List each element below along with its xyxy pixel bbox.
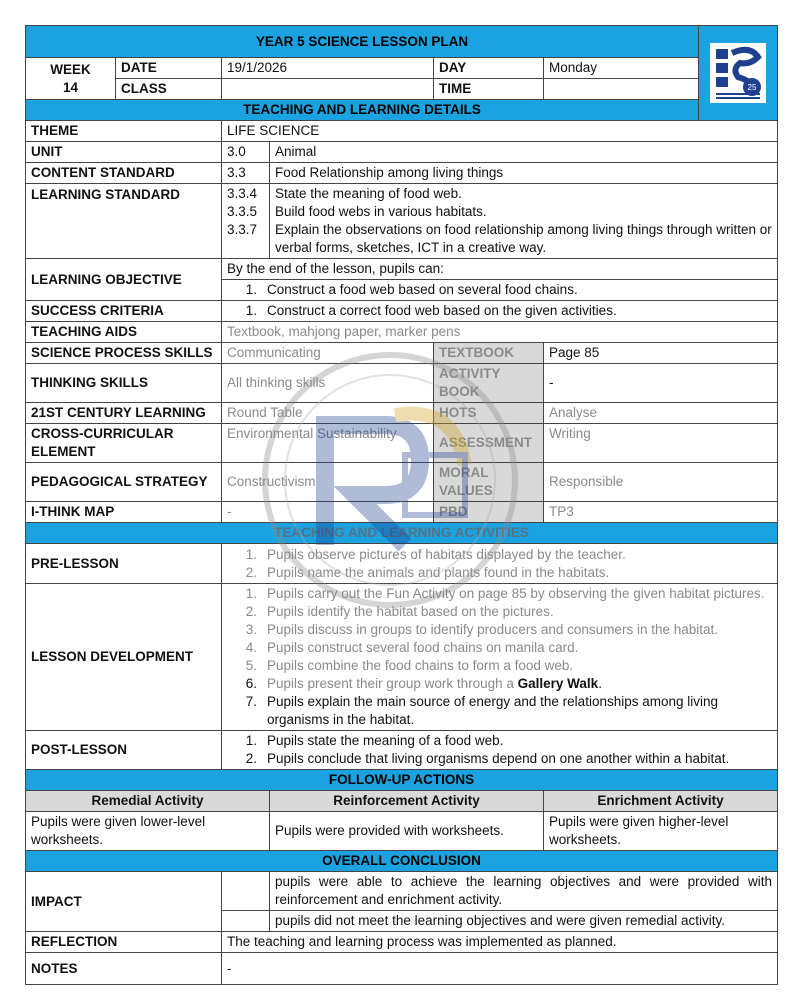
ithink-label: I-THINK MAP [26,502,222,523]
remedial-value: Pupils were given lower-level worksheets. [26,812,270,851]
lesson-plan-table [25,25,778,985]
unit-label: UNIT [26,142,222,163]
week-cell [26,58,116,100]
page-title: YEAR 5 SCIENCE LESSON PLAN [26,26,699,58]
week-value: 14 [62,79,79,95]
school-logo-icon [710,43,766,103]
logo-cell [699,26,778,121]
post-lesson-label: POST-LESSON [26,731,222,770]
teaching-aids-value: Textbook, mahjong paper, marker pens [222,322,778,343]
list-item: 6. Pupils present their group work through a Gallery Walk. [245,676,602,691]
reflection-value: The teaching and learning process was implemented as planned. [222,932,778,953]
lesson-development-label: LESSON DEVELOPMENT [26,584,222,731]
theme-label: THEME [26,121,222,142]
pedagogical-value: Constructivism [222,463,434,502]
teaching-aids-label: TEACHING AIDS [26,322,222,343]
impact-checkbox-1[interactable] [222,872,270,911]
notes-label: NOTES [26,953,222,985]
class-label: CLASS [116,79,222,100]
thinking-skills-label: THINKING SKILLS [26,364,222,403]
week-label: WEEK [50,61,91,77]
class-value[interactable] [222,79,434,100]
reinforcement-value: Pupils were provided with worksheets. [270,812,544,851]
c21-label: 21ST CENTURY LEARNING [26,403,222,424]
moral-values-value: Responsible [544,463,778,502]
impact-text-2: pupils did not meet the learning objectives and were given remedial activity. [270,911,778,932]
reinforcement-header: Reinforcement Activity [270,791,544,812]
thinking-skills-value: All thinking skills [222,364,434,403]
success-criteria-list [222,301,778,322]
day-label: DAY [434,58,544,79]
section-overall-conclusion: OVERALL CONCLUSION [26,851,778,872]
section-teaching-details: TEACHING AND LEARNING DETAILS [26,100,699,121]
gallery-walk-text: Gallery Walk [517,676,599,691]
hots-value: Analyse [544,403,778,424]
objective-label: LEARNING OBJECTIVE [26,259,222,301]
activity-book-value: - [544,364,778,403]
ls-code: 3.3.5 [227,204,258,219]
moral-values-label: MORAL VALUES [434,463,544,502]
list-item: 4. Pupils construct several food chains on manila card. [245,640,579,655]
time-value[interactable] [544,79,699,100]
pre-lesson-list [222,544,778,584]
textbook-label: TEXTBOOK [434,343,544,364]
list-item: 1. Construct a food web based on several food chains. [245,282,578,297]
sps-label: SCIENCE PROCESS SKILLS [26,343,222,364]
enrichment-header: Enrichment Activity [544,791,778,812]
theme-value: LIFE SCIENCE [222,121,778,142]
list-item: 1. Pupils observe pictures of habitats displayed by the teacher. [245,546,626,562]
c21-value: Round Table [222,403,434,424]
lesson-development-list [222,584,778,731]
success-criteria-label: SUCCESS CRITERIA [26,301,222,322]
notes-value[interactable]: - [222,953,778,985]
list-item: 2. Pupils name the animals and plants found in the habitats. [245,564,610,580]
hots-label: HOTS [434,403,544,424]
textbook-value: Page 85 [544,343,778,364]
section-follow-up: FOLLOW-UP ACTIONS [26,770,778,791]
ls-text: Explain the observations on food relationship among living things through written or verbal forms, sketches, ICT in a creative way. [275,222,772,255]
ls-text: State the meaning of food web. [275,186,462,201]
learning-standard-texts [270,184,778,259]
list-item: 3. Pupils discuss in groups to identify producers and consumers in the habitat. [245,622,718,637]
ls-text: Build food webs in various habitats. [275,204,487,219]
content-standard-label: CONTENT STANDARD [26,163,222,184]
day-value[interactable]: Monday [544,58,699,79]
ls-code: 3.3.4 [227,186,258,201]
list-item: 1. Pupils carry out the Fun Activity on page 85 by observing the given habitat pictures. [245,586,765,601]
list-item: 2. Pupils identify the habitat based on the pictures. [245,604,554,619]
time-label: TIME [434,79,544,100]
cross-curricular-value: Environmental Sustainability [222,424,434,463]
objective-list [222,280,778,301]
learning-standard-codes [222,184,270,259]
sps-value: Communicating [222,343,434,364]
activity-book-label: ACTIVITY BOOK [434,364,544,403]
list-item: 2. Pupils conclude that living organisms depend on one another within a habitat. [245,751,730,766]
date-value[interactable]: 19/1/2026 [222,58,434,79]
post-lesson-list [222,731,778,770]
list-item: 1. Pupils state the meaning of a food web. [245,733,504,748]
lesson-plan-page [25,25,777,985]
content-standard-code: 3.3 [222,163,270,184]
content-standard-value: Food Relationship among living things [270,163,778,184]
objective-intro: By the end of the lesson, pupils can: [222,259,778,280]
date-label: DATE [116,58,222,79]
learning-standard-label: LEARNING STANDARD [26,184,222,259]
list-item: 7. Pupils explain the main source of energy and the relationships among living organisms in the habitat. [245,694,719,727]
unit-value: Animal [270,142,778,163]
pre-lesson-label: PRE-LESSON [26,544,222,584]
pedagogical-label: PEDAGOGICAL STRATEGY [26,463,222,502]
ls-code: 3.3.7 [227,222,258,237]
svg-text:25: 25 [747,83,757,92]
pbd-value: TP3 [544,502,778,523]
impact-label: IMPACT [26,872,222,932]
enrichment-value: Pupils were given higher-level worksheets. [544,812,778,851]
list-item: 5. Pupils combine the food chains to form a food web. [245,658,574,673]
pbd-label: PBD [434,502,544,523]
cross-curricular-label: CROSS-CURRICULAR ELEMENT [26,424,222,463]
impact-checkbox-2[interactable] [222,911,270,932]
assessment-value: Writing [544,424,778,463]
remedial-header: Remedial Activity [26,791,270,812]
unit-code: 3.0 [222,142,270,163]
section-teaching-activities: TEACHING AND LEARNING ACTIVITIES [26,523,778,544]
impact-text-1: pupils were able to achieve the learning objectives and were provided with reinforcement and enrichment activity. [270,872,778,911]
list-item: 1. Construct a correct food web based on the given activities. [245,303,617,318]
ithink-value: - [222,502,434,523]
assessment-label: ASSESSMENT [434,424,544,463]
reflection-label: REFLECTION [26,932,222,953]
